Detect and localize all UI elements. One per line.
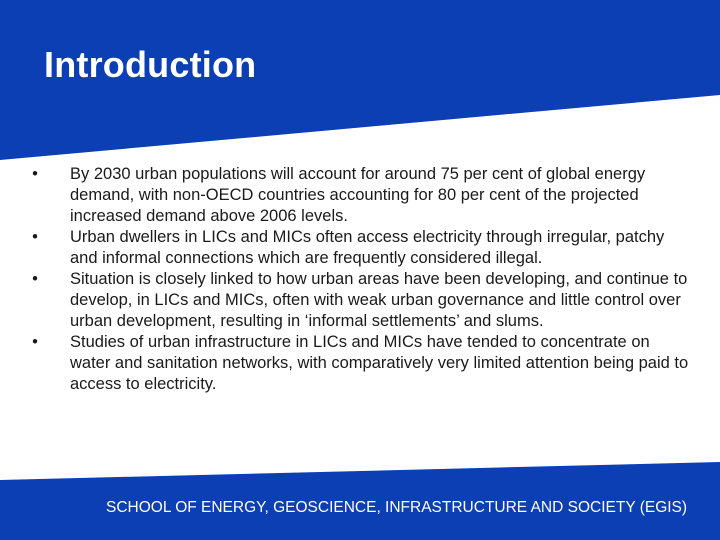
- bullet-marker: •: [32, 333, 38, 351]
- bullet-text: Studies of urban infrastructure in LICs and MICs have tended to concentrate on water and sanitation networks, with comparatively very limited attention being paid to access to electricity.: [70, 333, 689, 393]
- list-item: [28, 269, 694, 332]
- bullet-text: By 2030 urban populations will account for around 75 per cent of global energy demand, with non-OECD countries accounting for 80 per cent of the projected increased demand above 2006 levels.: [70, 165, 646, 225]
- bullet-text: Urban dwellers in LICs and MICs often access electricity through irregular, patchy and informal connections which are frequently considered illegal.: [70, 228, 665, 267]
- bullet-marker: •: [32, 270, 38, 288]
- bullet-text: Situation is closely linked to how urban areas have been developing, and continue to develop, in LICs and MICs, often with weak urban governance and little control over urban development, resulting in ‘informal settlements’ and slums.: [70, 270, 688, 330]
- bullet-marker: •: [32, 228, 38, 246]
- list-item: [28, 227, 694, 269]
- footer-school-name: SCHOOL OF ENERGY, GEOSCIENCE, INFRASTRUCTURE AND SOCIETY (EGIS): [106, 499, 688, 516]
- list-item: [28, 164, 694, 227]
- list-item: [28, 332, 694, 395]
- bullet-marker: •: [32, 165, 38, 183]
- slide-title: Introduction: [44, 44, 257, 85]
- bullet-list: [28, 164, 694, 395]
